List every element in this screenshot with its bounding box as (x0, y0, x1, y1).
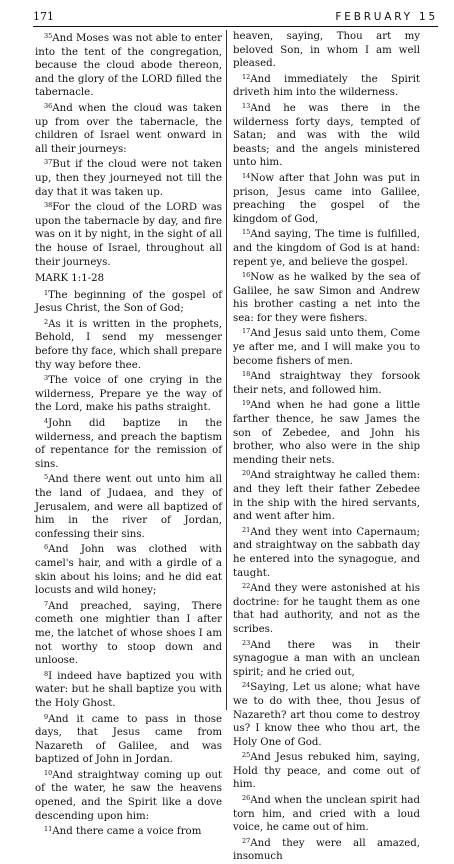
verse-number: 38 (44, 201, 53, 210)
verse-text: As it is written in the prophets, Behold, I send my messenger before thy face, which shall prepare thy way before thee. (35, 318, 222, 371)
verse-number: 14 (242, 171, 251, 180)
verse-number: 17 (242, 327, 251, 336)
verse (233, 835, 420, 864)
verse-text: And John was clothed with camel's hair, and with a girdle of a skin about his loins; and he did eat locusts and wild honey; (35, 544, 222, 597)
verse-number: 27 (242, 836, 251, 845)
verse-number: 24 (242, 681, 251, 690)
verse-number: 37 (44, 158, 53, 167)
verse-text: The beginning of the gospel of Jesus Christ, the Son of God; (35, 289, 222, 315)
verse-number: 8 (44, 669, 49, 678)
verse-text: Now as he walked by the sea of Galilee, he saw Simon and Andrew his brother casting a net into the sea: for they were fishers. (233, 272, 420, 324)
verse-text: And straightway he called them: and they left their father Zebedee in the ship with the hired servants, and went after him. (233, 470, 420, 523)
verse-text: And immediately the Spirit driveth him into the wilderness. (233, 73, 420, 99)
verse (35, 598, 222, 668)
column-divider (226, 30, 227, 710)
verse-text: And preached, saying, There cometh one mightier than I after me, the latchet of whose shoes I am not worthy to stoop down and unloose. (35, 600, 222, 667)
verse-text: And there went out unto him all the land of Judaea, and they of Jerusalem, and were all baptized of him in the river of Jordan, confessing their sins. (35, 474, 222, 540)
verse (233, 749, 420, 792)
verse-text: And when he had gone a little farther thence, he saw James the son of Zebedee, and John his brother, who also were in the ship mending their nets. (233, 400, 420, 466)
verse-text: And there was in their synagogue a man with an unclean spirit; and he cried out, (233, 639, 420, 678)
verse-text: And Jesus said unto them, Come ye after me, and I will make you to become fishers of men. (233, 328, 420, 367)
verse-number: 19 (242, 399, 251, 408)
verse (233, 325, 420, 368)
verse (233, 269, 420, 325)
verse (35, 156, 222, 199)
page-number: 171 (33, 10, 54, 23)
verse-text: And it came to pass in those days, that Jesus came from Nazareth of Galilee, and was baptized of John in Jordan. (35, 713, 222, 766)
verse-number: 11 (44, 825, 53, 834)
verse-number: 6 (44, 543, 49, 552)
verse-text: And he was there in the wilderness forty days, tempted of Satan; and was with the wild beasts; and the angels ministered unto him. (233, 102, 420, 169)
verse-number: 25 (242, 751, 251, 760)
verse-number: 21 (242, 525, 251, 534)
verse-text: And straightway they forsook their nets, and followed him. (233, 371, 420, 396)
verse (233, 226, 420, 269)
verse (233, 397, 420, 467)
verse (35, 471, 222, 541)
verse (35, 287, 222, 316)
verse-number: 13 (242, 101, 251, 110)
verse-number: 35 (44, 32, 53, 40)
verse (35, 541, 222, 597)
verse-text: The voice of one crying in the wilderness, Prepare ye the way of the Lord, make his paths straight. (35, 375, 222, 414)
verse (35, 415, 222, 471)
verse-number: 10 (44, 768, 53, 777)
verse-text: And saying, The time is fulfilled, and the kingdom of God is at hand: repent ye, and believe the gospel. (233, 229, 420, 268)
page-header (33, 4, 438, 27)
verse (35, 372, 222, 415)
verse (35, 767, 222, 823)
verse-number: 16 (242, 271, 251, 280)
verse-number: 2 (44, 317, 49, 326)
verse (233, 637, 420, 680)
verse (35, 100, 222, 156)
verse (233, 71, 420, 100)
verse (233, 580, 420, 636)
verse (233, 792, 420, 835)
verse-text: For the cloud of the LORD was upon the tabernacle by day, and fire was on it by night, in the sight of all the house of Israel, throughout all their journeys. (35, 202, 222, 268)
verse-number: 12 (242, 72, 251, 81)
passage-heading: MARK 1:1-28 (35, 273, 105, 285)
verse (233, 170, 420, 226)
verse (35, 668, 222, 711)
verse-text: And there came a voice from (52, 826, 202, 838)
verse-text: John did baptize in the wilderness, and preach the baptism of repentance for the remission of sins. (35, 418, 222, 470)
verse-text: And Jesus rebuked him, saying, Hold thy peace, and come out of him. (233, 752, 420, 791)
verse-text: And Moses was not able to enter into the tent of the congregation, because the cloud abode thereon, and the glory of the LORD filled the tabernacle. (35, 33, 222, 99)
verse-text: And when the cloud was taken up from over the tabernacle, the children of Israel went onward in all their journeys: (35, 102, 222, 155)
verse (35, 823, 222, 839)
verse-text: And when the unclean spirit had torn him, and cried with a loud voice, he came out of him. (233, 795, 420, 834)
verse-number: 36 (44, 101, 53, 110)
verse-number: 26 (242, 794, 251, 803)
verse-number: 7 (44, 599, 49, 608)
verse-text: But if the cloud were not taken up, then they journeyed not till the day that it was taken up. (35, 159, 222, 198)
verse-number: 20 (242, 469, 251, 478)
verse (35, 711, 222, 767)
verse-text: And they were astonished at his doctrine: for he taught them as one that had authority, and not as the scribes. (233, 583, 420, 635)
right-column (233, 30, 420, 864)
verse-number: 22 (242, 582, 251, 591)
verse (233, 524, 420, 580)
verse-text: And they were all amazed, insomuch (233, 837, 420, 863)
verse-number: 9 (44, 712, 49, 721)
verse-number: 4 (44, 417, 49, 426)
verse-text: Saying, Let us alone; what have we to do with thee, thou Jesus of Nazareth? art thou come to destroy us? I know thee who thou art, the Holy One of God. (233, 682, 420, 748)
verse-text: I indeed have baptized you with water: but he shall baptize you with the Holy Ghost. (35, 670, 222, 709)
verse (233, 467, 420, 523)
verse (35, 316, 222, 372)
verse (233, 679, 420, 749)
verse (233, 100, 420, 170)
verse-number: 1 (44, 288, 49, 297)
verse-number: 3 (44, 374, 49, 383)
verse-text: And straightway coming up out of the water, he saw the heavens opened, and the Spirit like a dove descending upon him: (35, 769, 222, 822)
verse (35, 199, 222, 269)
verse-number: 15 (242, 228, 251, 237)
verse-number: 23 (242, 638, 251, 647)
verse-text: heaven, saying, Thou art my beloved Son, in whom I am well pleased. (233, 31, 420, 70)
verse-number: 5 (44, 473, 49, 482)
verse (233, 30, 420, 71)
verse-text: Now after that John was put in prison, Jesus came into Galilee, preaching the gospel of the kingdom of God, (233, 172, 420, 225)
verse (35, 30, 222, 100)
verse-number: 18 (242, 370, 251, 379)
verse-text: And they went into Capernaum; and straightway on the sabbath day he entered into the synagogue, and taught. (233, 526, 420, 579)
running-head: FEBRUARY 15 (335, 11, 438, 23)
verse (233, 368, 420, 397)
left-column (35, 30, 222, 839)
